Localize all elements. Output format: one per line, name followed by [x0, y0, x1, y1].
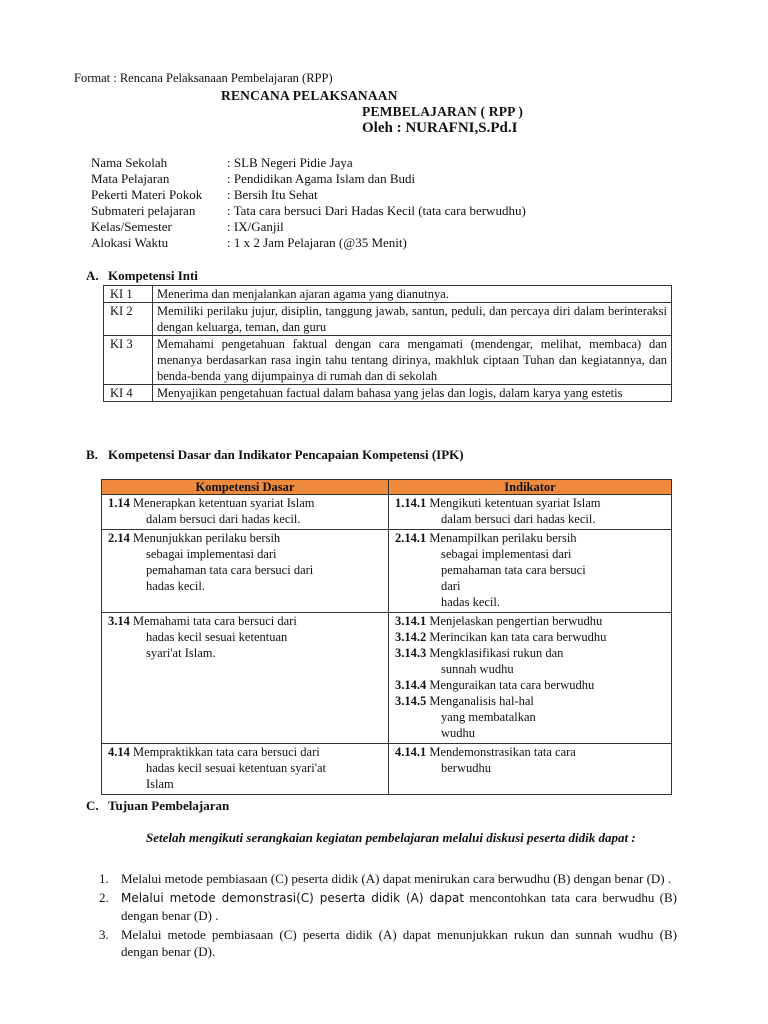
ki-text: Memahami pengetahuan faktual dengan cara mengamati (mendengar, melihat, membaca) dan menanya berdasarkan rasa ingin tahu tentang dirinya, makhluk ciptaan Tuhan dan kegiatannya, dan benda-benda yang dijumpainya di rumah dan di sekolah: [153, 336, 672, 385]
kd-continuation: dalam bersuci dari hadas kecil.: [146, 512, 301, 526]
ki-row: [104, 303, 672, 336]
kompetensi-inti-table: [103, 285, 672, 402]
indikator-continuation: pemahaman tata cara bersuci: [441, 563, 586, 577]
ki-text: Menerima dan menjalankan ajaran agama yang dianutnya.: [153, 286, 672, 303]
indikator-text: Menampilkan perilaku bersih: [426, 531, 577, 545]
identity-value: : Tata cara bersuci Dari Hadas Kecil (tata cara berwudhu): [227, 203, 526, 218]
ki-text: Menyajikan pengetahuan factual dalam bahasa yang jelas dan logis, dalam karya yang estetis: [153, 385, 672, 402]
identity-row: [91, 203, 526, 219]
indikator-text: Menguraikan tata cara berwudhu: [426, 678, 595, 692]
indikator-number: 1.14.1: [395, 496, 427, 510]
section-a-heading: [86, 268, 198, 284]
kd-continuation: hadas kecil.: [146, 579, 206, 593]
kd-number: 1.14: [108, 496, 130, 510]
kd-text: Menunjukkan perilaku bersih: [129, 531, 281, 545]
kd-number: 3.14: [108, 614, 130, 628]
ki-code: KI 4: [104, 385, 153, 402]
learning-goals-list: [99, 870, 677, 962]
indikator-number: 3.14.2: [395, 630, 427, 644]
kd-entry: [108, 530, 383, 594]
identity-label: Mata Pelajaran: [91, 171, 170, 186]
format-line: Format : Rencana Pelaksanaan Pembelajaran (RPP): [74, 71, 333, 85]
indikator-text: Merincikan kan tata cara berwudhu: [426, 630, 607, 644]
kd-continuation: hadas kecil sesuai ketentuan syari'at: [146, 761, 326, 775]
indikator-entry: [395, 645, 666, 677]
identity-row: [91, 235, 526, 251]
identity-label: Kelas/Semester: [91, 219, 172, 234]
indikator-number: 3.14.3: [395, 646, 427, 660]
document-title-line1: RENCANA PELAKSANAAN: [221, 88, 398, 103]
ki-row: [104, 336, 672, 385]
identity-row: [91, 171, 526, 187]
kd-cell: [102, 744, 389, 795]
indikator-text: Menjelaskan pengertian berwudhu: [426, 614, 603, 628]
section-c-heading: [86, 798, 229, 814]
indikator-continuation: wudhu: [441, 726, 476, 740]
learning-goal-item: [99, 926, 677, 960]
kd-cell: [102, 530, 389, 613]
indikator-continuation: dari: [441, 579, 461, 593]
indikator-continuation: sunnah wudhu: [441, 662, 514, 676]
kd-text: Mempraktikkan tata cara bersuci dari: [129, 745, 320, 759]
indikator-text: Menganalisis hal-hal: [426, 694, 534, 708]
indikator-number: 2.14.1: [395, 531, 427, 545]
identity-row: [91, 219, 526, 235]
indikator-first-line: [395, 530, 666, 546]
section-b-heading: [86, 447, 464, 463]
identity-value: : 1 x 2 Jam Pelajaran (@35 Menit): [227, 235, 407, 250]
indikator-entry: [395, 744, 666, 776]
indikator-entry: [395, 613, 666, 629]
document-author: Oleh : NURAFNI,S.Pd.I: [362, 120, 518, 136]
goal-text: mencontohkan tata cara berwudhu (B) dengan benar (D) .: [121, 890, 677, 923]
kompetensi-dasar-table: [101, 479, 672, 795]
indikator-first-line: [395, 677, 666, 693]
indikator-continuation: hadas kecil.: [441, 595, 501, 609]
indikator-entry: [395, 530, 666, 610]
identity-label: Alokasi Waktu: [91, 235, 169, 250]
kd-continuation: hadas kecil sesuai ketentuan: [146, 630, 288, 644]
indikator-entry: [395, 629, 666, 645]
kd-column-header: Kompetensi Dasar: [102, 480, 389, 495]
kd-text: Menerapkan ketentuan syariat Islam: [129, 496, 315, 510]
kd-row: [102, 613, 672, 744]
kd-number: 4.14: [108, 745, 130, 759]
kd-cell: [102, 613, 389, 744]
document-title-line2: PEMBELAJARAN ( RPP ): [362, 104, 524, 119]
section-c-title: Tujuan Pembelajaran: [108, 798, 230, 813]
indikator-continuation: dalam bersuci dari hadas kecil.: [441, 512, 596, 526]
indikator-cell: [389, 613, 672, 744]
indikator-continuation: sebagai implementasi dari: [441, 547, 572, 561]
indikator-first-line: [395, 693, 666, 709]
indikator-first-line: [395, 744, 666, 760]
kd-first-line: [108, 744, 383, 760]
kd-continuation: syari'at Islam.: [146, 646, 216, 660]
kd-continuation: pemahaman tata cara bersuci dari: [146, 563, 314, 577]
kd-continuation: sebagai implementasi dari: [146, 547, 277, 561]
identity-label: Pekerti Materi Pokok: [91, 187, 203, 202]
kd-first-line: [108, 530, 383, 546]
identity-label: Submateri pelajaran: [91, 203, 196, 218]
kd-continuation: Islam: [146, 777, 174, 791]
indikator-text: Mengklasifikasi rukun dan: [426, 646, 564, 660]
kd-text: Memahami tata cara bersuci dari: [129, 614, 297, 628]
identity-value: : Bersih Itu Sehat: [227, 187, 318, 202]
goal-number: 2.: [99, 890, 109, 905]
identity-value: : SLB Negeri Pidie Jaya: [227, 155, 353, 170]
indikator-entry: [395, 693, 666, 741]
section-b-title: Kompetensi Dasar dan Indikator Pencapaian Kompetensi (IPK): [108, 447, 464, 462]
section-a-letter: A.: [86, 268, 99, 283]
indikator-entry: [395, 495, 666, 527]
indikator-number: 3.14.1: [395, 614, 427, 628]
kd-number: 2.14: [108, 531, 130, 545]
indikator-continuation: berwudhu: [441, 761, 491, 775]
kd-row: [102, 495, 672, 530]
section-a-title: Kompetensi Inti: [108, 268, 198, 283]
ki-code: KI 3: [104, 336, 153, 385]
ki-row: [104, 286, 672, 303]
kd-cell: [102, 495, 389, 530]
kd-first-line: [108, 613, 383, 629]
indikator-text: Mengikuti ketentuan syariat Islam: [426, 496, 601, 510]
kd-entry: [108, 744, 383, 792]
ki-code: KI 2: [104, 303, 153, 336]
identity-row: [91, 187, 526, 203]
ki-row: [104, 385, 672, 402]
ki-text: Memiliki perilaku jujur, disiplin, tanggung jawab, santun, peduli, dan percaya diri dalam berinteraksi dengan keluarga, teman, dan guru: [153, 303, 672, 336]
kd-first-line: [108, 495, 383, 511]
identity-block: [91, 155, 526, 251]
indikator-number: 4.14.1: [395, 745, 427, 759]
indikator-cell: [389, 495, 672, 530]
goal-number: 1.: [99, 871, 109, 886]
indikator-continuation: yang membatalkan: [441, 710, 536, 724]
indikator-first-line: [395, 645, 666, 661]
section-c-letter: C.: [86, 798, 99, 813]
learning-goal-intro: Setelah mengikuti serangkaian kegiatan pembelajaran melalui diskusi peserta didik dapat :: [146, 830, 636, 845]
indikator-cell: [389, 744, 672, 795]
goal-number: 3.: [99, 927, 109, 942]
indikator-text: Mendemonstrasikan tata cara: [426, 745, 576, 759]
ki-code: KI 1: [104, 286, 153, 303]
kd-entry: [108, 613, 383, 661]
indikator-number: 3.14.4: [395, 678, 427, 692]
goal-text-sans: Melalui metode demonstrasi(C) peserta didik (A) dapat: [121, 891, 465, 905]
identity-row: [91, 155, 526, 171]
identity-label: Nama Sekolah: [91, 155, 168, 170]
indikator-entry: [395, 677, 666, 693]
indikator-column-header: Indikator: [389, 480, 672, 495]
indikator-first-line: [395, 613, 666, 629]
kd-row: [102, 744, 672, 795]
identity-value: : Pendidikan Agama Islam dan Budi: [227, 171, 416, 186]
indikator-first-line: [395, 495, 666, 511]
indikator-number: 3.14.5: [395, 694, 427, 708]
goal-text: Melalui metode pembiasaan (C) peserta didik (A) dapat menirukan cara berwudhu (B) dengan benar (D) .: [121, 871, 672, 886]
goal-text: Melalui metode pembiasaan (C) peserta didik (A) dapat menunjukkan rukun dan sunnah wudhu (B) dengan benar (D).: [121, 927, 677, 959]
identity-value: : IX/Ganjil: [227, 219, 284, 234]
learning-goal-item: [99, 889, 677, 924]
kd-entry: [108, 495, 383, 527]
learning-goal-item: [99, 870, 677, 887]
section-b-letter: B.: [86, 447, 98, 462]
kd-row: [102, 530, 672, 613]
indikator-first-line: [395, 629, 666, 645]
indikator-cell: [389, 530, 672, 613]
